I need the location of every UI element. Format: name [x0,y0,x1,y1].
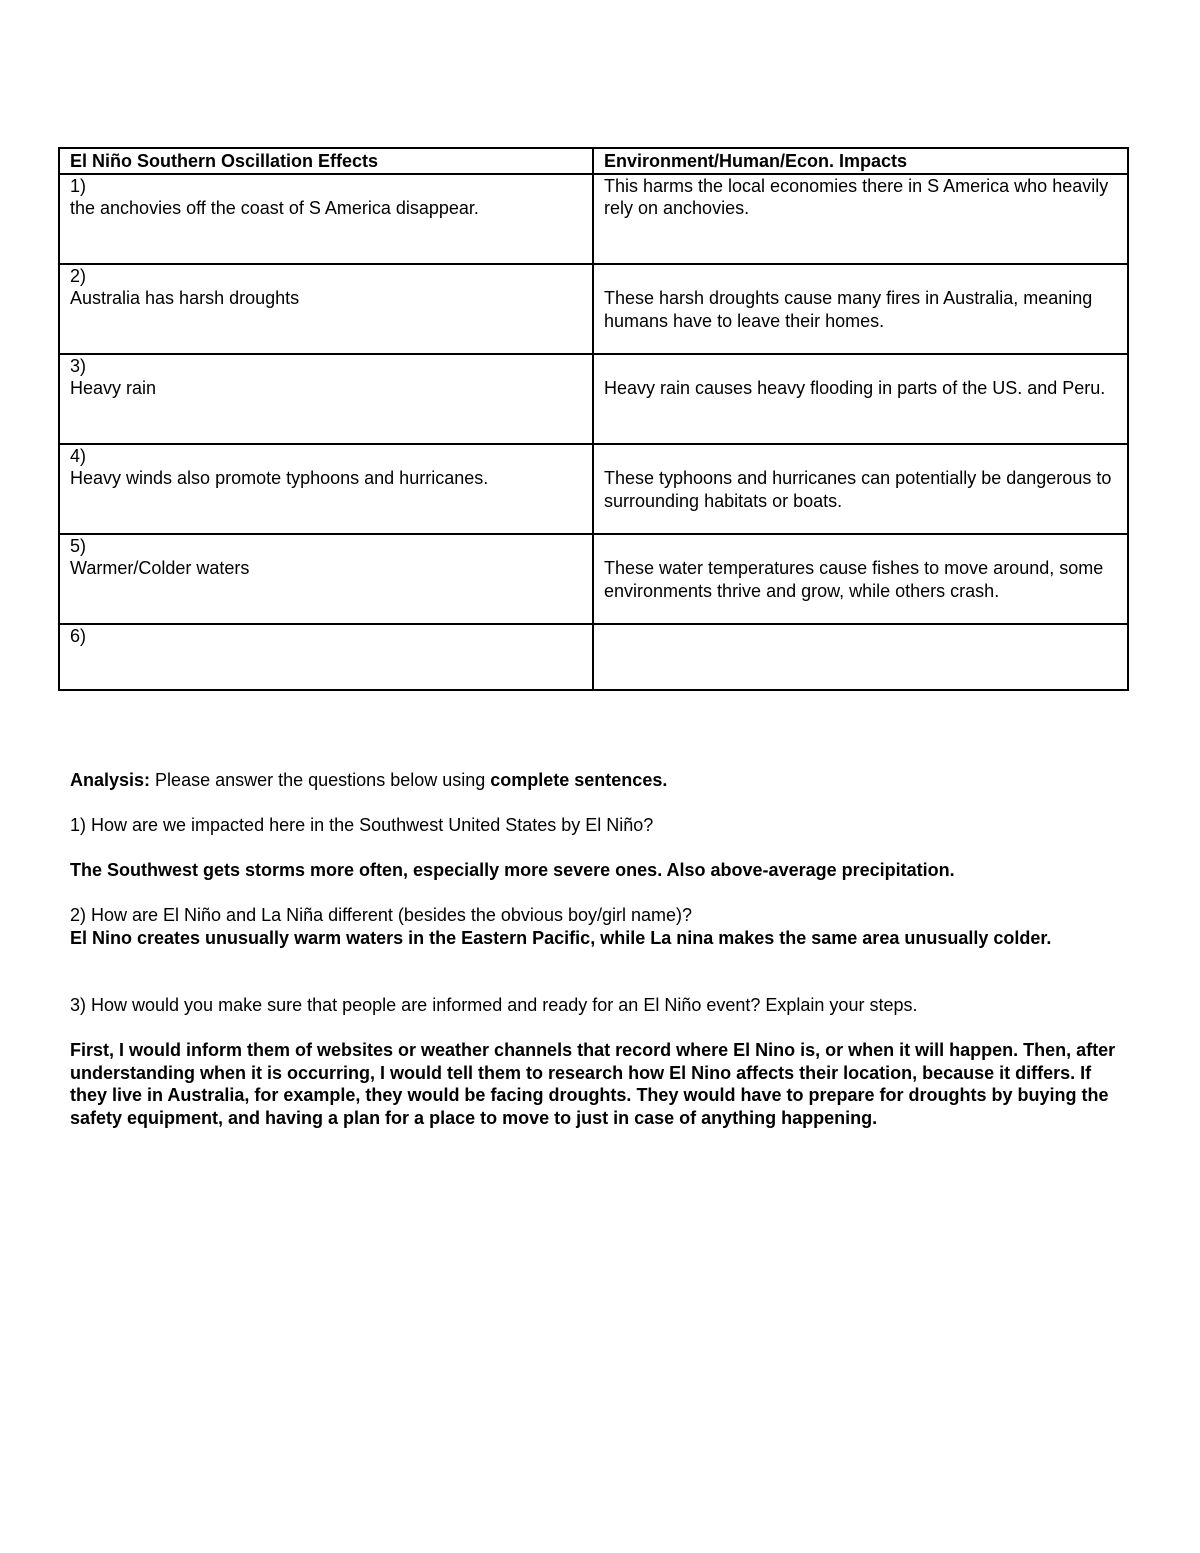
impact-text: Heavy rain causes heavy flooding in parts of the US. and Peru. [604,378,1106,398]
answer-2: El Nino creates unusually warm waters in the Eastern Pacific, while La nina makes the same area unusually colder. [70,927,1052,948]
effects-impacts-table [58,147,1129,691]
impact-cell [593,174,1128,264]
effects-column-header: El Niño Southern Oscillation Effects [59,148,593,174]
row-number: 2) [70,265,87,286]
impact-text: This harms the local economies there in S America who heavily rely on anchovies. [604,175,1109,218]
impact-text: These typhoons and hurricanes can potentially be dangerous to surrounding habitats or boats. [604,468,1112,511]
effect-cell [59,444,593,534]
question-3: 3) How would you make sure that people are informed and ready for an El Niño event? Explain your steps. [70,995,918,1015]
table-row [59,444,1128,534]
answer-1: The Southwest gets storms more often, especially more severe ones. Also above-average precipitation. [70,860,955,880]
question-2: 2) How are El Niño and La Niña different (besides the obvious boy/girl name)? [70,905,693,925]
effect-text: the anchovies off the coast of S America disappear. [70,198,479,218]
impact-cell [593,354,1128,444]
analysis-section [70,769,1130,1129]
impact-cell [593,534,1128,624]
effect-text: Heavy rain [70,378,157,398]
row-number: 4) [70,445,87,466]
row-number: 6) [70,625,87,646]
row-number: 1) [70,175,87,196]
row-number: 3) [70,355,87,376]
table-row [59,354,1128,444]
row-number: 5) [70,535,87,556]
analysis-label: Analysis: [70,770,151,790]
analysis-instruction-text: Please answer the questions below using [150,770,491,790]
table-row [59,624,1128,690]
effect-cell [59,354,593,444]
table-row [59,174,1128,264]
table-header-row [59,148,1128,174]
analysis-instruction-emphasis: complete sentences. [490,770,668,790]
analysis-instructions [70,769,1130,792]
effect-text: Australia has harsh droughts [70,288,300,308]
effect-text: Heavy winds also promote typhoons and hurricanes. [70,468,489,488]
impact-text: These harsh droughts cause many fires in Australia, meaning humans have to leave their homes. [604,288,1093,331]
question-1: 1) How are we impacted here in the Southwest United States by El Niño? [70,815,654,835]
impact-cell [593,264,1128,354]
table-row [59,534,1128,624]
effect-cell [59,174,593,264]
effect-cell [59,264,593,354]
table-row [59,264,1128,354]
effect-cell [59,624,593,690]
effect-text: Warmer/Colder waters [70,558,250,578]
effect-cell [59,534,593,624]
impact-cell [593,624,1128,690]
impact-text: These water temperatures cause fishes to move around, some environments thrive and grow, while others crash. [604,558,1104,601]
impacts-column-header: Environment/Human/Econ. Impacts [593,148,1128,174]
impact-cell [593,444,1128,534]
answer-3: First, I would inform them of websites or weather channels that record where El Nino is, or when it will happen. Then, after understanding when it is occurring, I would tell them to research how El Nino affects their location, because it differs. If they live in Australia, for example, they would be facing droughts. They would have to prepare for droughts by buying the safety equipment, and having a plan for a place to move to just in case of anything happening. [70,1040,1116,1128]
